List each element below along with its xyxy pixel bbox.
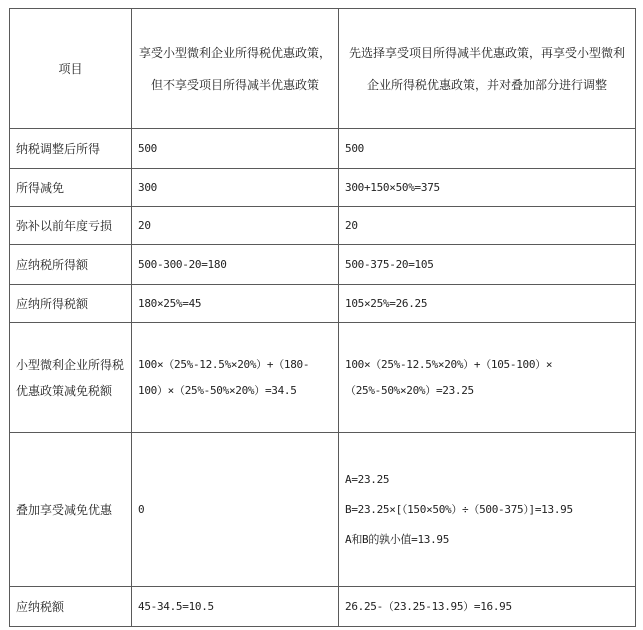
row-col3-lines xyxy=(339,433,636,587)
header-col3: 先选择享受项目所得减半优惠政策，再享受小型微利企业所得税优惠政策，并对叠加部分进行调整 xyxy=(339,9,636,129)
row-col2: 180×25%=45 xyxy=(132,285,339,323)
row-label: 纳税调整后所得 xyxy=(10,129,132,169)
row-col2: 20 xyxy=(132,207,339,245)
table-row xyxy=(10,169,636,207)
header-row xyxy=(10,9,636,129)
line-a: A=23.25 xyxy=(345,472,390,486)
line-min: A和B的孰小值=13.95 xyxy=(345,532,450,546)
row-label: 应纳税所得额 xyxy=(10,245,132,285)
row-col2: 45-34.5=10.5 xyxy=(132,587,339,627)
row-col3: 500-375-20=105 xyxy=(339,245,636,285)
row-label: 应纳所得税额 xyxy=(10,285,132,323)
header-item: 项目 xyxy=(10,9,132,129)
header-col2: 享受小型微利企业所得税优惠政策，但不享受项目所得减半优惠政策 xyxy=(132,9,339,129)
row-label: 应纳税额 xyxy=(10,587,132,627)
row-col2: 0 xyxy=(132,433,339,587)
row-label: 小型微利企业所得税优惠政策减免税额 xyxy=(10,323,132,433)
row-col3: 20 xyxy=(339,207,636,245)
table-row xyxy=(10,285,636,323)
table-row xyxy=(10,433,636,587)
row-col3: 500 xyxy=(339,129,636,169)
table-row xyxy=(10,207,636,245)
row-label: 弥补以前年度亏损 xyxy=(10,207,132,245)
comparison-table xyxy=(9,8,636,627)
row-col3: 300+150×50%=375 xyxy=(339,169,636,207)
row-col2: 500-300-20=180 xyxy=(132,245,339,285)
line-b: B=23.25×[（150×50%）÷（500-375）]=13.95 xyxy=(345,502,573,516)
row-col3: 100×（25%-12.5%×20%）+（105-100）×（25%-50%×20%）=23.25 xyxy=(339,323,636,433)
row-col2: 300 xyxy=(132,169,339,207)
table-row xyxy=(10,587,636,627)
row-label: 叠加享受减免优惠 xyxy=(10,433,132,587)
row-col2: 100×（25%-12.5%×20%）+（180-100）×（25%-50%×20%）=34.5 xyxy=(132,323,339,433)
row-col2: 500 xyxy=(132,129,339,169)
row-label: 所得减免 xyxy=(10,169,132,207)
row-col3: 105×25%=26.25 xyxy=(339,285,636,323)
table-row xyxy=(10,129,636,169)
table-row xyxy=(10,323,636,433)
table-row xyxy=(10,245,636,285)
row-col3: 26.25-（23.25-13.95）=16.95 xyxy=(339,587,636,627)
